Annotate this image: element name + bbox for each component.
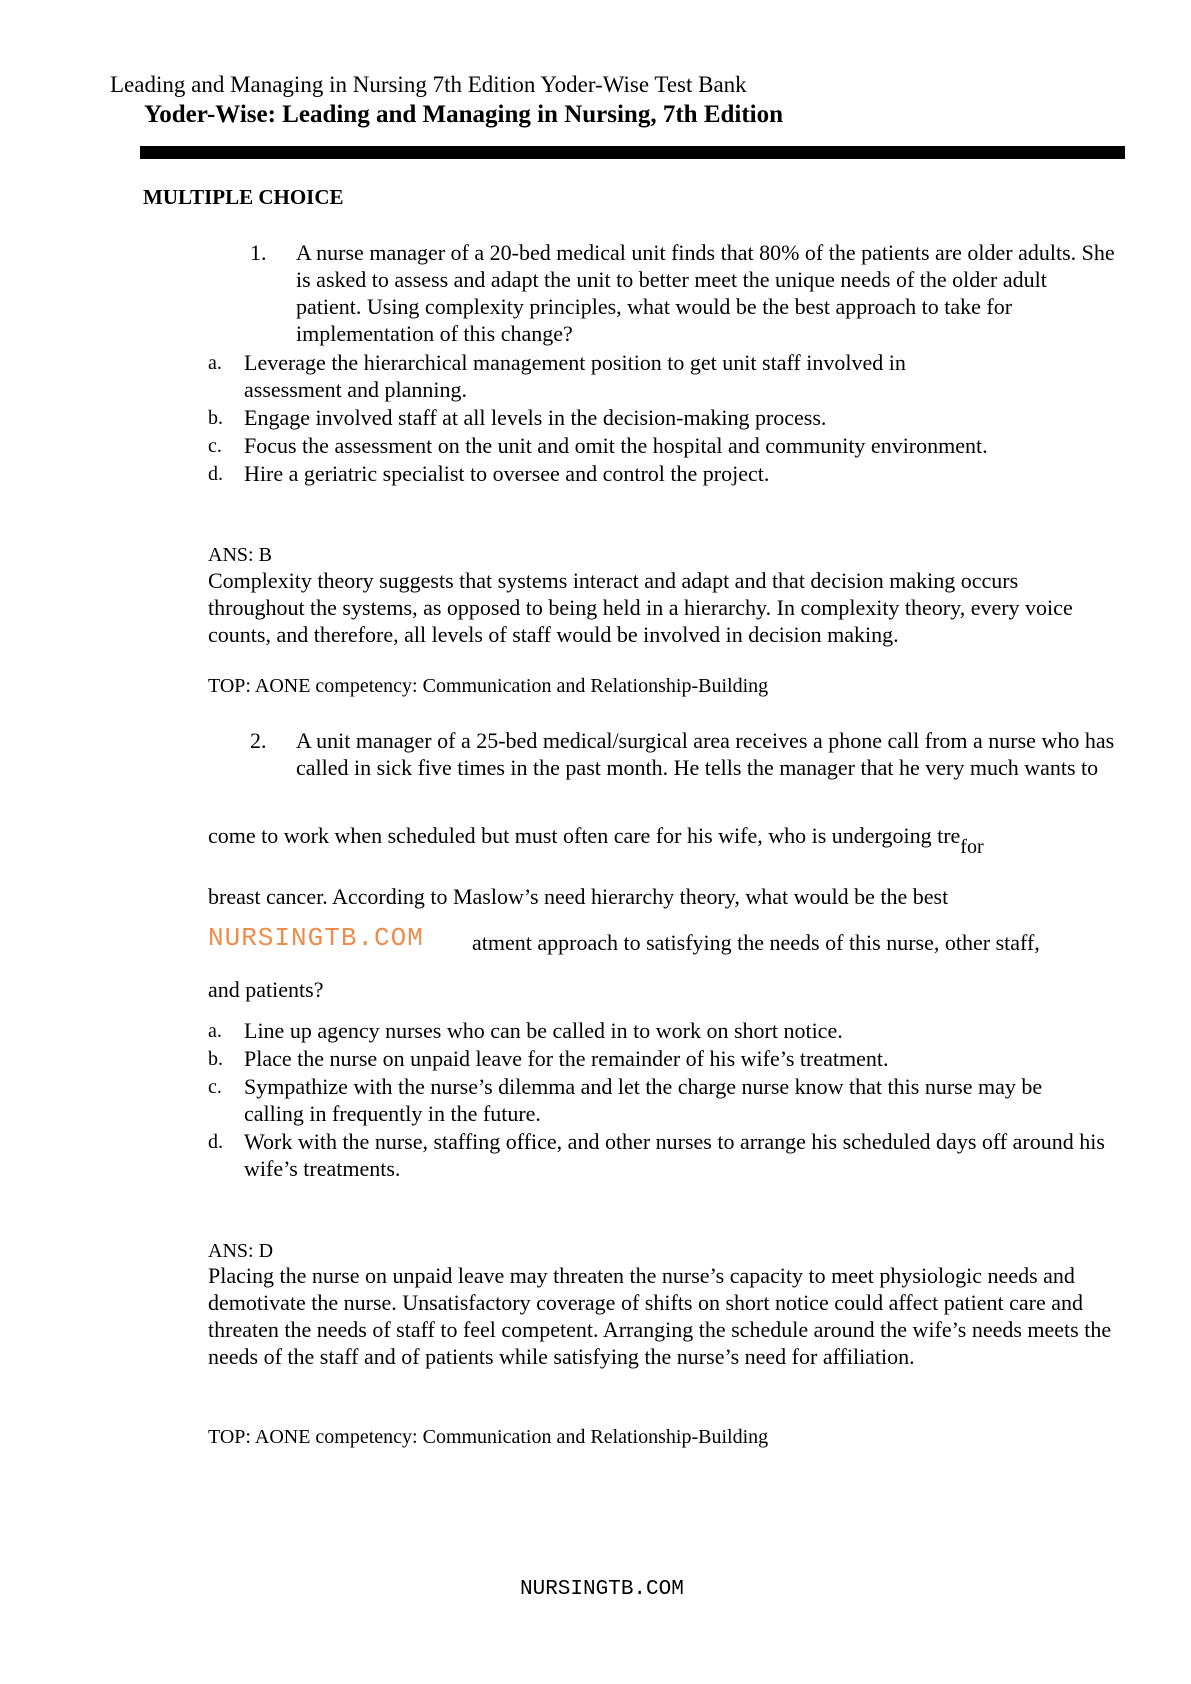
answer-label: ANS: [208,1240,254,1262]
option-letter: a. [208,1020,222,1042]
answer-label: ANS: [208,544,254,566]
option-text: Line up agency nurses who can be called in to work on short notice. [244,1018,843,1043]
option-text: Sympathize with the nurse’s dilemma and let the charge nurse know that this nurse may be calling in frequently in the future. [244,1074,1043,1126]
option-letter: c. [208,1076,222,1098]
question-stem-continued: atment approach to satisfying the needs of this nurse, other staff, [472,930,1040,955]
question-stem-continued [208,823,984,858]
answer-value: D [258,1240,274,1262]
document-title: Yoder-Wise: Leading and Managing in Nursing, 7th Edition [144,101,784,128]
option-letter: d. [208,463,223,485]
topic-line: TOP: AONE competency: Communication and Relationship-Building [208,1426,769,1448]
rationale: Placing the nurse on unpaid leave may threaten the nurse’s capacity to meet physiologic needs and demotivate the nurse. Unsatisfactory coverage of shifts on short notice could affect patient care and threaten the needs of staff to feel competent. Arranging the schedule around the wife’s needs meets the needs of the staff and of patients while satisfying the nurse’s need for affiliation. [208,1263,1112,1369]
option-letter: b. [208,1048,223,1070]
option-text: Engage involved staff at all levels in the decision-making process. [244,405,827,430]
rationale: Complexity theory suggests that systems interact and adapt and that decision making occurs throughout the systems, as opposed to being held in a hierarchy. In complexity theory, every voice counts, and therefore, all levels of staff would be involved in decision making. [208,568,1073,647]
option-letter: c. [208,435,222,457]
footer-watermark: NURSINGTB.COM [520,1578,684,1601]
section-heading: MULTIPLE CHOICE [143,185,344,209]
question-number: 1. [250,240,267,265]
watermark-text: NURSINGTB.COM [208,923,424,953]
answer-line [208,544,272,567]
running-head: Leading and Managing in Nursing 7th Edition Yoder-Wise Test Bank [110,72,747,97]
question-number: 2. [250,728,267,753]
option-text: Hire a geriatric specialist to oversee and control the project. [244,461,770,486]
option-text: Work with the nurse, staffing office, and other nurses to arrange his scheduled days off around his wife’s treatments. [244,1129,1105,1181]
option-text: Leverage the hierarchical management position to get unit staff involved in assessment and planning. [244,350,906,402]
answer-value: B [258,544,272,566]
stem-fragment: come to work when scheduled but must often care for his wife, who is undergoing tre [208,823,961,848]
topic-line: TOP: AONE competency: Communication and Relationship-Building [208,675,769,697]
option-letter: a. [208,352,222,374]
question-stem-continued: and patients? [208,977,324,1002]
question-stem: A nurse manager of a 20-bed medical unit finds that 80% of the patients are older adults. She is asked to assess and adapt the unit to better meet the unique needs of the older adult patient. Using complexity principles, what would be the best approach to take for implementation of this change? [296,240,1115,346]
option-letter: d. [208,1131,223,1153]
option-text: Focus the assessment on the unit and omit the hospital and community environment. [244,433,988,458]
header-rule [140,146,1125,159]
option-letter: b. [208,407,223,429]
answer-line [208,1240,273,1263]
question-stem-continued: breast cancer. According to Maslow’s need hierarchy theory, what would be the best [208,884,949,909]
question-stem: A unit manager of a 25-bed medical/surgical area receives a phone call from a nurse who has called in sick five times in the past month. He tells the manager that he very much wants to [296,728,1115,780]
option-text: Place the nurse on unpaid leave for the remainder of his wife’s treatment. [244,1046,889,1071]
stem-fragment-offset: for [960,836,984,858]
